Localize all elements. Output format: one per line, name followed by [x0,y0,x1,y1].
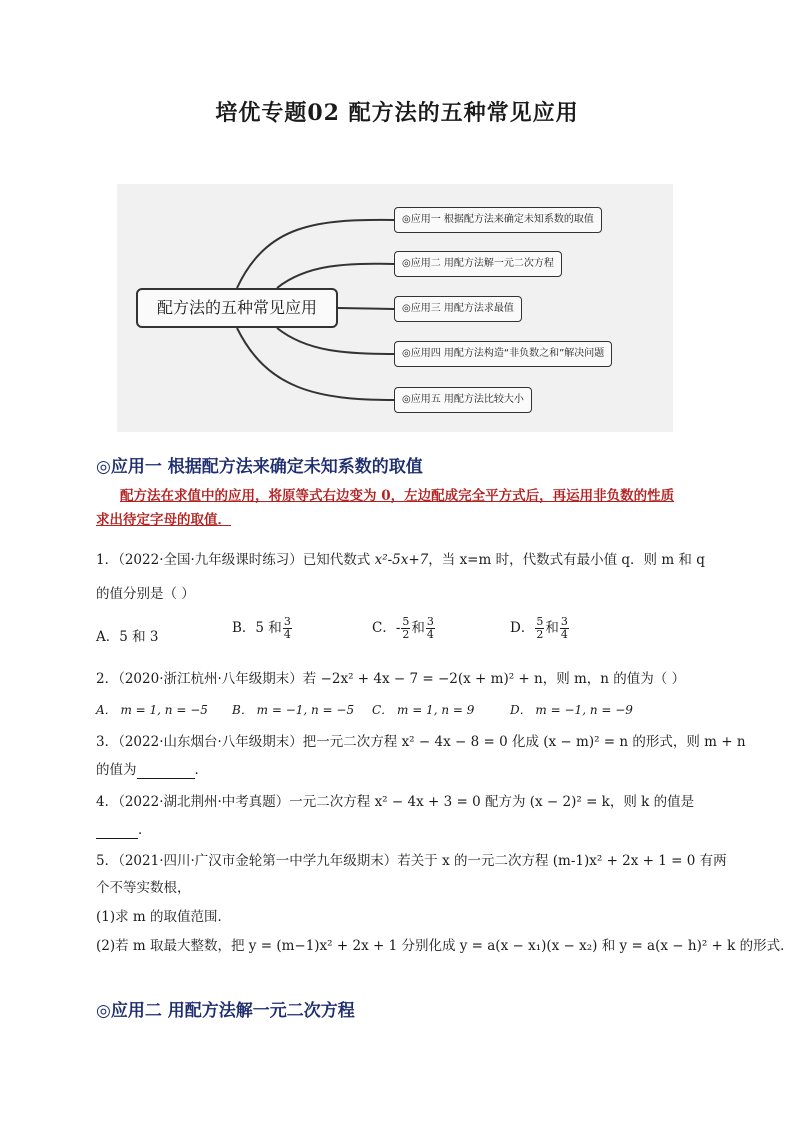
denominator: 4 [426,628,434,641]
method-tip-line-1: 配方法在求值中的应用，将原等式右边变为 0，左边配成完全平方式后，再运用非负数的性质 [120,488,675,504]
q1-expression: x²-5x+7 [374,552,429,568]
mind-map-center: 配方法的五种常见应用 [136,288,338,328]
section-heading-1: ◎应用一 根据配方法来确定未知系数的取值 [96,457,423,477]
numerator: 5 [536,615,544,628]
question-5: 5．（2021·四川·广汉市金轮第一中学九年级期末）若关于 x 的一元二次方程 (m-1)x² + 2x + 1 = 0 有两 [96,853,727,869]
numerator: 5 [402,615,410,628]
mind-map-branch-3: ◎应用三 用配方法求最值 [394,296,522,322]
q1-option-b [232,616,293,641]
answer-blank[interactable] [96,822,138,839]
answer-blank[interactable] [137,762,195,779]
mind-map [117,184,673,432]
question-5-part-2: (2)若 m 取最大整数，把 y = (m−1)x² + 2x + 1 分别化成 y = a(x − x₁)(x − x₂) 和 y = a(x − h)² + k 的形式． [96,938,794,954]
fraction [426,616,435,641]
mind-map-branch-4: ◎应用四 用配方法构造“非负数之和”解决问题 [394,341,612,367]
numerator: 3 [560,615,568,628]
q1-option-b-label: B．5 和 [232,620,282,636]
q2-option-d: D． m = −1, n = −9 [510,703,633,717]
fraction [560,616,569,641]
numerator: 3 [283,615,291,628]
fraction [401,616,410,641]
q1-prefix: 1．（2022·全国·九年级课时练习）已知代数式 [96,552,375,568]
numerator: 3 [426,615,434,628]
question-2: 2．（2020·浙江杭州·八年级期末）若 −2x² + 4x − 7 = −2(x + m)² + n，则 m，n 的值为（ ） [96,671,686,687]
q1-option-c-label: C．- [372,620,401,636]
conjunction: 和 [545,620,559,636]
q3-answer-label: 的值为 [96,762,137,778]
q2-option-b: B． m = −1, n = −5 [232,703,355,717]
question-1-line-2: 的值分别是（ ） [96,586,195,602]
denominator: 2 [402,628,410,641]
q2-option-c: C． m = 1, n = 9 [372,703,475,717]
denominator: 4 [283,628,291,641]
method-tip-line-2: 求出待定字母的取值． [96,512,231,528]
mind-map-branch-5: ◎应用五 用配方法比较大小 [394,387,532,413]
denominator: 4 [560,628,568,641]
q1-option-a: A．5 和 3 [96,629,159,645]
page-title: 培优专题02 配方法的五种常见应用 [215,100,579,126]
q1-option-d-label: D． [510,620,535,636]
question-3-line-2: 的值为 ． [96,762,208,778]
question-5-line-2: 个不等实数根， [96,880,191,896]
q1-option-d [510,616,570,641]
q1-option-c [372,616,436,641]
question-4-line-2 [96,818,152,839]
mind-map-branch-1: ◎应用一 根据配方法来确定未知系数的取值 [394,207,602,233]
fraction [283,616,292,641]
question-4: 4．（2022·湖北荆州·中考真题）一元二次方程 x² − 4x + 3 = 0 配方为 (x − 2)² = k，则 k 的值是 [96,794,695,810]
question-5-part-1: (1)求 m 的取值范围． [96,909,232,925]
question-1 [96,548,705,568]
denominator: 2 [536,628,544,641]
question-3: 3．（2022·山东烟台·八年级期末）把一元二次方程 x² − 4x − 8 = 0 化成 (x − m)² = n 的形式，则 m + n [96,734,746,750]
q1-mid: ，当 x=m 时，代数式有最小值 q．则 m 和 q [428,552,705,568]
section-heading-2: ◎应用二 用配方法解一元二次方程 [96,1001,355,1021]
mind-map-branch-2: ◎应用二 用配方法解一元二次方程 [394,251,562,277]
q2-option-a: A． m = 1, n = −5 [96,703,208,717]
method-tip [96,484,706,532]
fraction [535,616,544,641]
q4-period: ． [138,822,152,838]
conjunction: 和 [411,620,425,636]
